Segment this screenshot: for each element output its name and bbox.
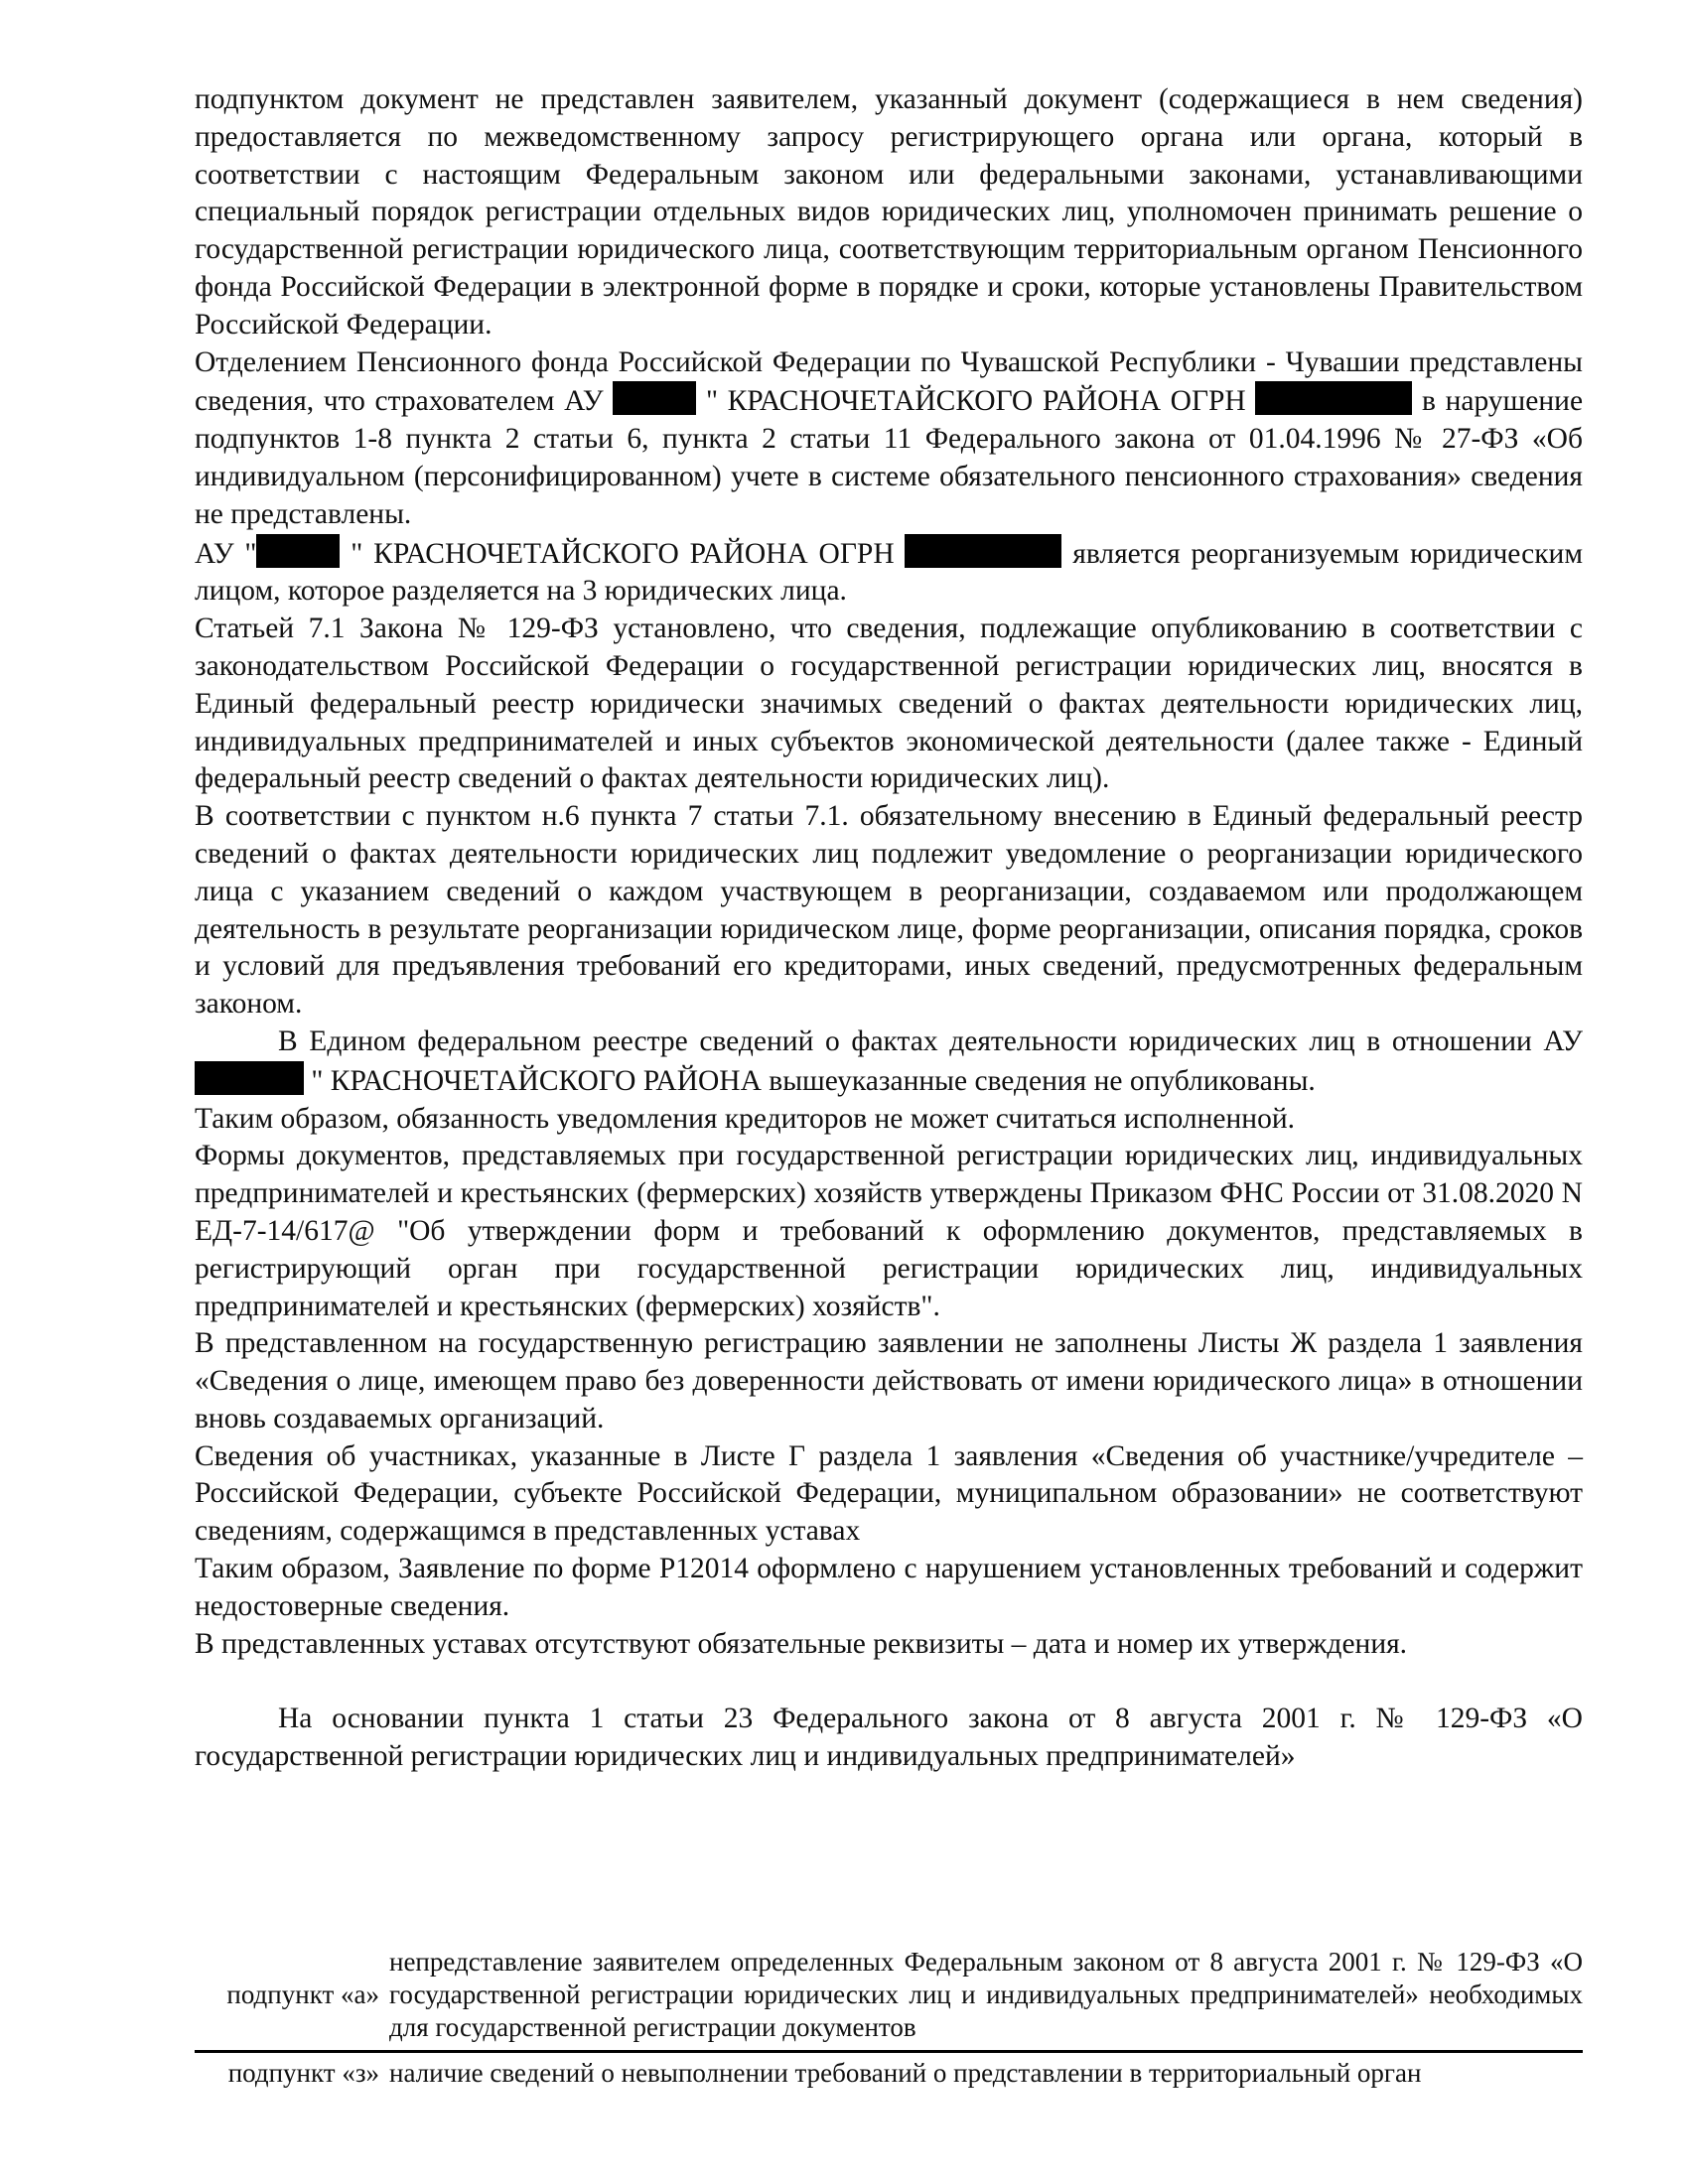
clause-row [195, 2057, 1583, 2090]
paragraph-charter-details: В представленных уставах отсутствуют обязательные реквизиты – дата и номер их утверждения. [195, 1627, 1408, 1660]
paragraph-legal-basis: На основании пункта 1 статьи 23 Федерального закона от 8 августа 2001 г. № 129-ФЗ «О государственной регистрации юридических лиц и индивидуальных предпринимателей» [195, 1703, 1583, 1773]
table-divider [195, 2050, 1583, 2053]
refusal-grounds-table [195, 1946, 1583, 2090]
paragraph-form-r12014: Таким образом, Заявление по форме Р12014 оформлено с нарушением установленных требований и содержит недостоверные сведения. [195, 1553, 1583, 1622]
redacted-org-name [195, 1061, 304, 1095]
paragraph-mandatory-publication: В соответствии с пунктом н.6 пункта 7 статьи 7.1. обязательному внесению в Единый федеральный реестр сведений о фактах деятельности юридических лиц подлежит уведомление о реорганизации юридического лица с указанием сведений о каждом участвующем в реорганизации, создаваемом или продолжающем деятельность в результате реорганизации юридическом лице, форме реорганизации, описания порядка, сроков и условий для предъявления требований его кредиторами, иных сведений, предусмотренных федеральным законом. [195, 800, 1583, 1021]
redacted-ogrn [905, 534, 1061, 568]
clause-row [195, 1946, 1583, 2044]
paragraph-pension-fund-info: Отделением Пенсионного фонда Российской Федерации по Чувашской Республики - Чувашии представлены сведения, что страхователем АУ " КРАСНОЧЕТАЙСКОГО РАЙОНА ОГРН в нарушение подпунктов 1-8 пункта 2 статьи 6, пункта 2 статьи 11 Федерального закона от 01.04.1996 № 27-ФЗ «Об индивидуальном (персонифицированном) учете в системе обязательного пенсионного страхования» сведения не представлены. [195, 345, 1584, 530]
clause-label: подпункт «з» [227, 2058, 379, 2088]
paragraph-creditor-notice: Таким образом, обязанность уведомления кредиторов не может считаться исполненной. [195, 1102, 1295, 1135]
clause-text: непредставление заявителем определенных Федеральным законом от 8 августа 2001 г. № 129-ФЗ «О государственной регистрации юридических лиц и индивидуальных предпринимателей» необходимых для государственной регистрации документов [389, 1947, 1583, 2042]
paragraph-document-forms: Формы документов, представляемых при государственной регистрации юридических лиц, индивидуальных предпринимателей и крестьянских (фермерских) хозяйств утверждены Приказом ФНС России от 31.08.2020 N ЕД-7-14/617@ "Об утверждении форм и требований к оформлению документов, представляемых в регистрирующий орган при государственной регистрации юридических лиц, индивидуальных предпринимателей и крестьянских (фермерских) хозяйств". [195, 1140, 1583, 1322]
paragraph-not-published: В Едином федеральном реестре сведений о фактах деятельности юридических лиц в отношении АУ " КРАСНОЧЕТАЙСКОГО РАЙОНА вышеуказанные сведения не опубликованы. [195, 1024, 1583, 1101]
redacted-ogrn [1255, 381, 1412, 415]
paragraph-sheets-zh: В представленном на государственную регистрацию заявлении не заполнены Листы Ж раздела 1 заявления «Сведения о лице, имеющем право без доверенности действовать от имени юридического лица» в отношении вновь создаваемых организаций. [195, 1327, 1583, 1434]
redacted-org-name [256, 534, 340, 568]
paragraph-article-7-1: Статьей 7.1 Закона № 129-ФЗ установлено, что сведения, подлежащие опубликованию в соответствии с законодательством Российской Федерации о государственной регистрации юридических лиц, вносятся в Единый федеральный реестр юридически значимых сведений о фактах деятельности юридических лиц, индивидуальных предпринимателей и иных субъектов экономической деятельности (далее также - Единый федеральный реестр сведений о фактах деятельности юридических лиц). [195, 613, 1583, 795]
clause-label: подпункт «а» [226, 1979, 379, 2009]
document-body [195, 81, 1583, 1776]
redacted-org-name [613, 381, 696, 415]
paragraph-pension-data-request: подпунктом документ не представлен заявителем, указанный документ (содержащиеся в нем сведения) предоставляется по межведомственному запросу регистрирующего органа или органа, который в соответствии с настоящим Федеральным законом или федеральными законами, устанавливающими специальный порядок регистрации отдельных видов юридических лиц, уполномочен принимать решение о государственной регистрации юридического лица, соответствующим территориальным органом Пенсионного фонда Российской Федерации в электронной форме в порядке и сроки, которые установлены Правительством Российской Федерации. [195, 83, 1583, 341]
paragraph-reorganization-status: АУ " " КРАСНОЧЕТАЙСКОГО РАЙОНА ОГРН является реорганизуемым юридическим лицом, которое разделяется на 3 юридических лица. [195, 534, 1583, 612]
clause-text: наличие сведений о невыполнении требований о представлении в территориальный орган [389, 2058, 1422, 2088]
paragraph-participants: Сведения об участниках, указанные в Листе Г раздела 1 заявления «Сведения об участнике/учредителе – Российской Федерации, субъекте Российской Федерации, муниципальном образовании» не соответствуют сведениям, содержащимся в представленных уставах [195, 1439, 1583, 1548]
